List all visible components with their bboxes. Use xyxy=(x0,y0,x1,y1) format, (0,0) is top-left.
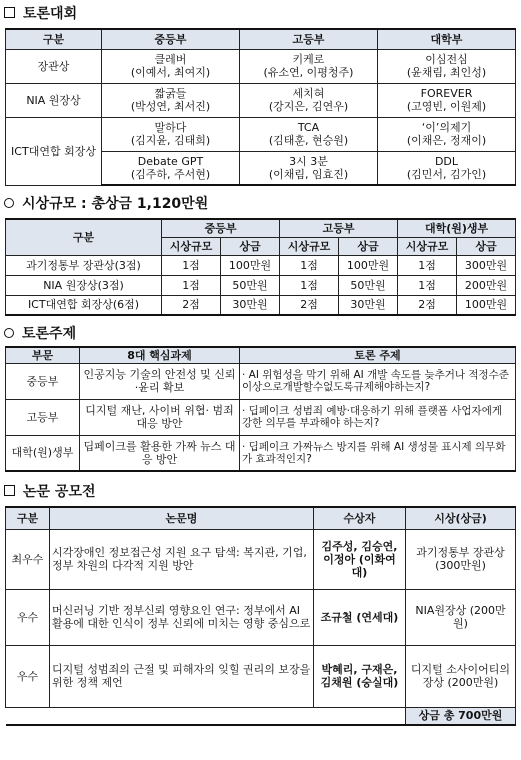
square-bullet-icon xyxy=(4,7,15,18)
header-middle: 중등부 xyxy=(102,29,240,49)
paper-award: 과기정통부 장관상 (300만원) xyxy=(406,529,516,589)
paper-winners: 조규철 (연세대) xyxy=(314,589,406,645)
paper-grade: 최우수 xyxy=(6,529,50,589)
header-winner: 수상자 xyxy=(314,507,406,529)
paper-contest-table xyxy=(5,506,516,726)
section-paper-title: 논문 공모전 xyxy=(0,480,521,504)
prize-value: 100만원 xyxy=(457,295,516,315)
team-cell: 3시 3분 (이채림, 임효진) xyxy=(240,151,378,185)
header-division: 구분 xyxy=(6,29,102,49)
header-award: 시상(상금) xyxy=(406,507,516,529)
team-cell: 키케로 (유소연, 이평청주) xyxy=(240,49,378,83)
team-cell: TCA (김태훈, 현승원) xyxy=(240,117,378,151)
topic-text: · 딥페이크 가짜뉴스 방지를 위해 AI 생성물 표시제 의무화가 효과적인지? xyxy=(240,435,516,471)
topic-division: 고등부 xyxy=(6,399,80,435)
prize-value: 300만원 xyxy=(457,255,516,275)
prize-value: 100만원 xyxy=(339,255,398,275)
prize-value: 1점 xyxy=(398,275,457,295)
team-cell: 이심전심 (윤채림, 최인성) xyxy=(378,49,516,83)
subheader-scale: 시상규모 xyxy=(280,237,339,255)
subheader-scale: 시상규모 xyxy=(162,237,221,255)
subheader-prize: 상금 xyxy=(221,237,280,255)
prize-value: 1점 xyxy=(162,275,221,295)
header-middle: 중등부 xyxy=(162,219,280,237)
team-cell: 짧굵들 (박성연, 최서진) xyxy=(102,83,240,117)
paper-title: 머신러닝 기반 정부신뢰 영향요인 연구: 정부에서 AI 활용에 대한 인식이 정부 신뢰에 미치는 영향 중심으로 xyxy=(50,589,314,645)
prize-value: 2점 xyxy=(398,295,457,315)
topic-text: · 딥페이크 성범죄 예방·대응하기 위해 플랫폼 사업자에게 강한 의무를 부과해야 하는지? xyxy=(240,399,516,435)
section-debate-title: 토론대회 xyxy=(0,2,521,26)
total-spacer xyxy=(6,707,406,725)
paper-title: 시각장애인 정보접근성 지원 요구 탐색: 복지관, 기업, 정부 차원의 다각적 지원 방안 xyxy=(50,529,314,589)
topic-task: 딥페이크를 활용한 가짜 뉴스 대응 방안 xyxy=(80,435,240,471)
topic-task: 디지털 재난, 사이버 위협· 범죄대응 방안 xyxy=(80,399,240,435)
header-division: 부문 xyxy=(6,347,80,363)
paper-winners: 박혜리, 구재은, 김채원 (숭실대) xyxy=(314,645,406,707)
header-core-task: 8대 핵심과제 xyxy=(80,347,240,363)
prize-row-label: 과기정통부 장관상(3점) xyxy=(6,255,162,275)
prize-value: 1점 xyxy=(280,255,339,275)
subheader-prize: 상금 xyxy=(339,237,398,255)
award-category: ICT대연합 회장상 xyxy=(6,117,102,185)
team-cell: Debate GPT (김주하, 주서현) xyxy=(102,151,240,185)
prize-value: 2점 xyxy=(162,295,221,315)
header-college: 대학부 xyxy=(378,29,516,49)
topic-task: 인공지능 기술의 안전성 및 신뢰·윤리 확보 xyxy=(80,363,240,399)
paper-award: 디지털 소사이어티의장상 (200만원) xyxy=(406,645,516,707)
prize-scale-table xyxy=(5,218,516,316)
section-prize-title: 시상규모 : 총상금 1,120만원 xyxy=(0,192,521,216)
paper-award: NIA원장상 (200만원) xyxy=(406,589,516,645)
square-bullet-icon xyxy=(4,485,15,496)
debate-topics-table xyxy=(5,346,516,472)
prize-value: 100만원 xyxy=(221,255,280,275)
prize-value: 50만원 xyxy=(339,275,398,295)
topic-division: 대학(원)생부 xyxy=(6,435,80,471)
header-division: 구분 xyxy=(6,219,162,255)
header-high: 고등부 xyxy=(240,29,378,49)
team-cell: 말하다 (김지윤, 김태희) xyxy=(102,117,240,151)
debate-results-table xyxy=(5,28,516,186)
section-topics-title: 토론주제 xyxy=(0,322,521,346)
header-grade: 구분 xyxy=(6,507,50,529)
header-high: 고등부 xyxy=(280,219,398,237)
topic-text: · AI 위험성을 막기 위해 AI 개발 속도를 늦추거나 적정수준이상으로개발할수없도록규제해야하는지? xyxy=(240,363,516,399)
paper-title: 디지털 성범죄의 근절 및 피해자의 잊힐 권리의 보장을 위한 정책 제언 xyxy=(50,645,314,707)
prize-value: 30만원 xyxy=(221,295,280,315)
prize-value: 50만원 xyxy=(221,275,280,295)
circle-bullet-icon xyxy=(4,198,14,208)
subheader-scale: 시상규모 xyxy=(398,237,457,255)
team-cell: 세치혀 (강지은, 김연우) xyxy=(240,83,378,117)
paper-winners: 김주성, 김승연, 이정아 (이화여대) xyxy=(314,529,406,589)
prize-value: 1점 xyxy=(398,255,457,275)
header-college: 대학(원)생부 xyxy=(398,219,516,237)
team-cell: FOREVER (고영빈, 이원제) xyxy=(378,83,516,117)
award-category: NIA 원장상 xyxy=(6,83,102,117)
header-topic: 토론 주제 xyxy=(240,347,516,363)
team-cell: DDL (김민서, 김가인) xyxy=(378,151,516,185)
circle-bullet-icon xyxy=(4,328,14,338)
subheader-prize: 상금 xyxy=(457,237,516,255)
prize-row-label: ICT대연합 회장상(6점) xyxy=(6,295,162,315)
prize-value: 30만원 xyxy=(339,295,398,315)
header-paper: 논문명 xyxy=(50,507,314,529)
team-cell: 클레버 (이예서, 최여지) xyxy=(102,49,240,83)
prize-row-label: NIA 원장상(3점) xyxy=(6,275,162,295)
prize-value: 2점 xyxy=(280,295,339,315)
prize-value: 1점 xyxy=(162,255,221,275)
topic-division: 중등부 xyxy=(6,363,80,399)
paper-grade: 우수 xyxy=(6,645,50,707)
award-category: 장관상 xyxy=(6,49,102,83)
paper-grade: 우수 xyxy=(6,589,50,645)
prize-value: 1점 xyxy=(280,275,339,295)
team-cell: ‘이’의제기 (이채은, 정재이) xyxy=(378,117,516,151)
total-prize: 상금 총 700만원 xyxy=(406,707,516,725)
prize-value: 200만원 xyxy=(457,275,516,295)
